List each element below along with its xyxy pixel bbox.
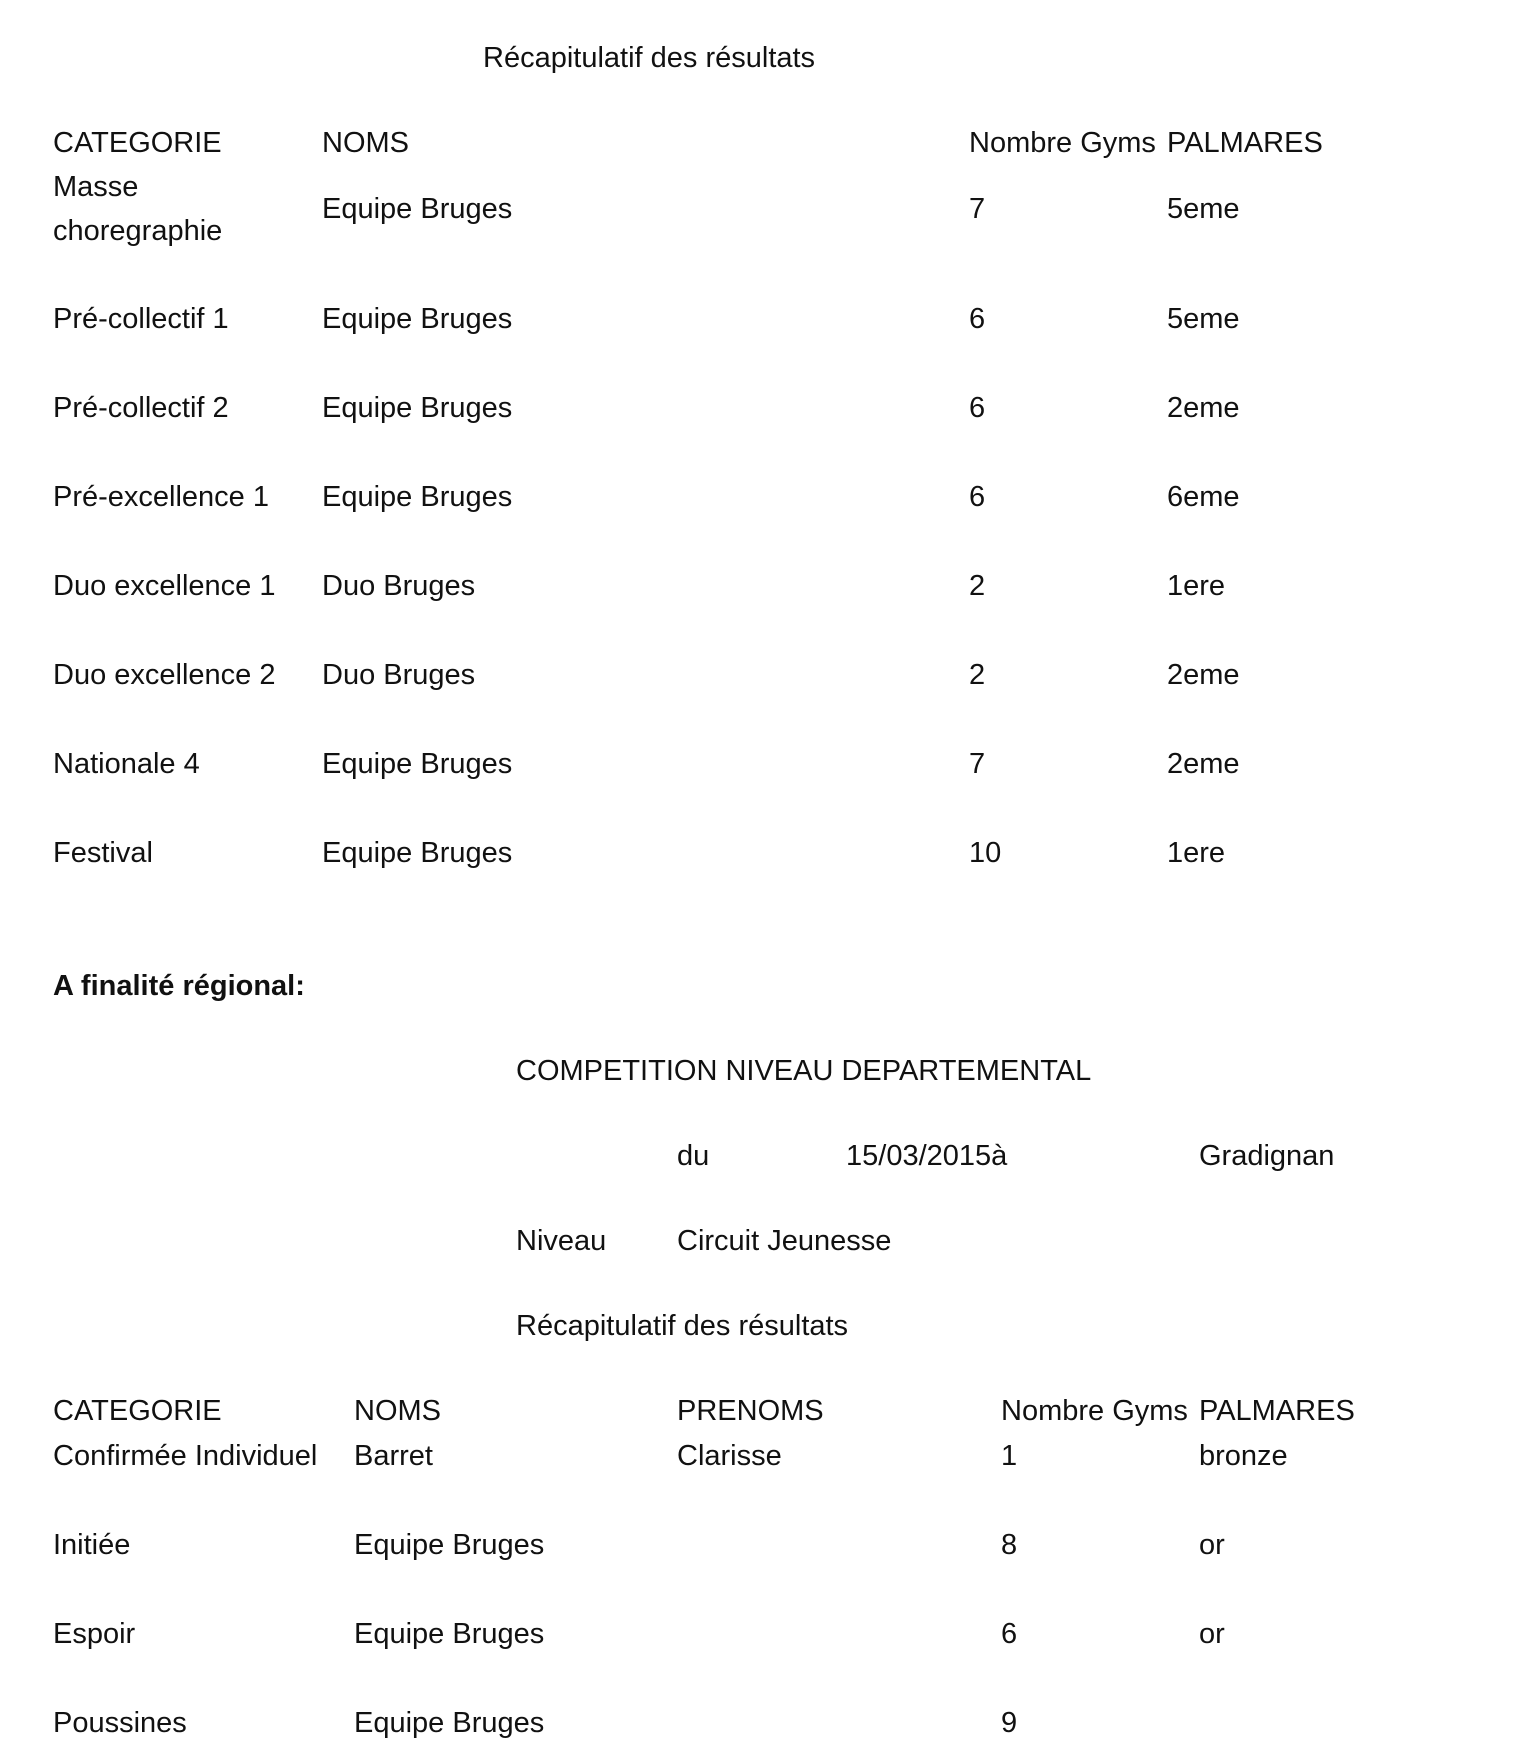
s2-header-nombre-gyms: Nombre Gyms	[1001, 1395, 1188, 1427]
s1-row-palmares: 1ere	[1167, 837, 1226, 869]
s2-row-prenoms: Clarisse	[677, 1440, 782, 1472]
s2-row-nombre-gyms: 1	[1001, 1440, 1018, 1472]
s1-header-nombre-gyms: Nombre Gyms	[969, 127, 1156, 159]
s2-row-categorie: Espoir	[53, 1618, 136, 1650]
s2-header-noms: NOMS	[354, 1395, 441, 1427]
s1-row-categorie: Duo excellence 2	[53, 659, 276, 691]
s1-row-palmares: 2eme	[1167, 659, 1240, 691]
s1-row-categorie: Masse choregraphie	[53, 171, 223, 247]
section2-recap-title: Récapitulatif des résultats	[516, 1310, 849, 1342]
s2-row-noms: Equipe Bruges	[354, 1707, 545, 1739]
s1-row-categorie: Pré-excellence 1	[53, 481, 269, 513]
s1-row-palmares: 6eme	[1167, 481, 1240, 513]
competition-location: Gradignan	[1199, 1140, 1335, 1172]
s1-row-noms: Duo Bruges	[322, 659, 476, 691]
s1-row-noms: Equipe Bruges	[322, 748, 513, 780]
s1-row-palmares: 1ere	[1167, 570, 1226, 602]
s2-header-palmares: PALMARES	[1199, 1395, 1355, 1427]
s1-row-nombre-gyms: 7	[969, 748, 986, 780]
s2-row-categorie: Initiée	[53, 1529, 131, 1561]
date-label: du	[677, 1140, 710, 1172]
s2-row-nombre-gyms: 6	[1001, 1618, 1018, 1650]
competition-date: 15/03/2015à	[846, 1140, 1008, 1172]
s1-row-nombre-gyms: 6	[969, 392, 986, 424]
s1-row-nombre-gyms: 7	[969, 193, 986, 225]
s1-row-noms: Equipe Bruges	[322, 193, 513, 225]
s1-row-palmares: 5eme	[1167, 303, 1240, 335]
s2-row-noms: Barret	[354, 1440, 433, 1472]
s1-row-categorie: Festival	[53, 837, 153, 869]
s2-row-nombre-gyms: 9	[1001, 1707, 1018, 1739]
s2-header-prenoms: PRENOMS	[677, 1395, 824, 1427]
s1-row-noms: Equipe Bruges	[322, 837, 513, 869]
s2-header-categorie: CATEGORIE	[53, 1395, 222, 1427]
section1-title: Récapitulatif des résultats	[483, 42, 816, 74]
s2-row-palmares: or	[1199, 1618, 1225, 1650]
s1-row-nombre-gyms: 6	[969, 481, 986, 513]
s1-row-noms: Equipe Bruges	[322, 303, 513, 335]
niveau-label: Niveau	[516, 1225, 607, 1257]
s1-row-nombre-gyms: 2	[969, 659, 986, 691]
s1-row-noms: Duo Bruges	[322, 570, 476, 602]
s1-header-categorie: CATEGORIE	[53, 127, 222, 159]
s1-row-palmares: 2eme	[1167, 392, 1240, 424]
s2-row-categorie: Poussines	[53, 1707, 187, 1739]
s1-row-nombre-gyms: 10	[969, 837, 1002, 869]
regional-heading: A finalité régional:	[53, 970, 305, 1002]
s2-row-palmares: bronze	[1199, 1440, 1288, 1472]
niveau-value: Circuit Jeunesse	[677, 1225, 892, 1257]
s1-row-categorie: Duo excellence 1	[53, 570, 276, 602]
s1-row-noms: Equipe Bruges	[322, 392, 513, 424]
s1-header-palmares: PALMARES	[1167, 127, 1323, 159]
s2-row-categorie: Confirmée Individuel	[53, 1440, 318, 1472]
s1-row-noms: Equipe Bruges	[322, 481, 513, 513]
s2-row-palmares: or	[1199, 1529, 1225, 1561]
s1-row-categorie: Nationale 4	[53, 748, 200, 780]
s2-row-noms: Equipe Bruges	[354, 1529, 545, 1561]
s2-row-nombre-gyms: 8	[1001, 1529, 1018, 1561]
s1-row-categorie: Pré-collectif 1	[53, 303, 229, 335]
s1-row-categorie: Pré-collectif 2	[53, 392, 229, 424]
s1-row-palmares: 5eme	[1167, 193, 1240, 225]
competition-title: COMPETITION NIVEAU DEPARTEMENTAL	[516, 1055, 1092, 1087]
s1-header-noms: NOMS	[322, 127, 409, 159]
s1-row-nombre-gyms: 6	[969, 303, 986, 335]
s1-row-nombre-gyms: 2	[969, 570, 986, 602]
s2-row-noms: Equipe Bruges	[354, 1618, 545, 1650]
s1-row-palmares: 2eme	[1167, 748, 1240, 780]
